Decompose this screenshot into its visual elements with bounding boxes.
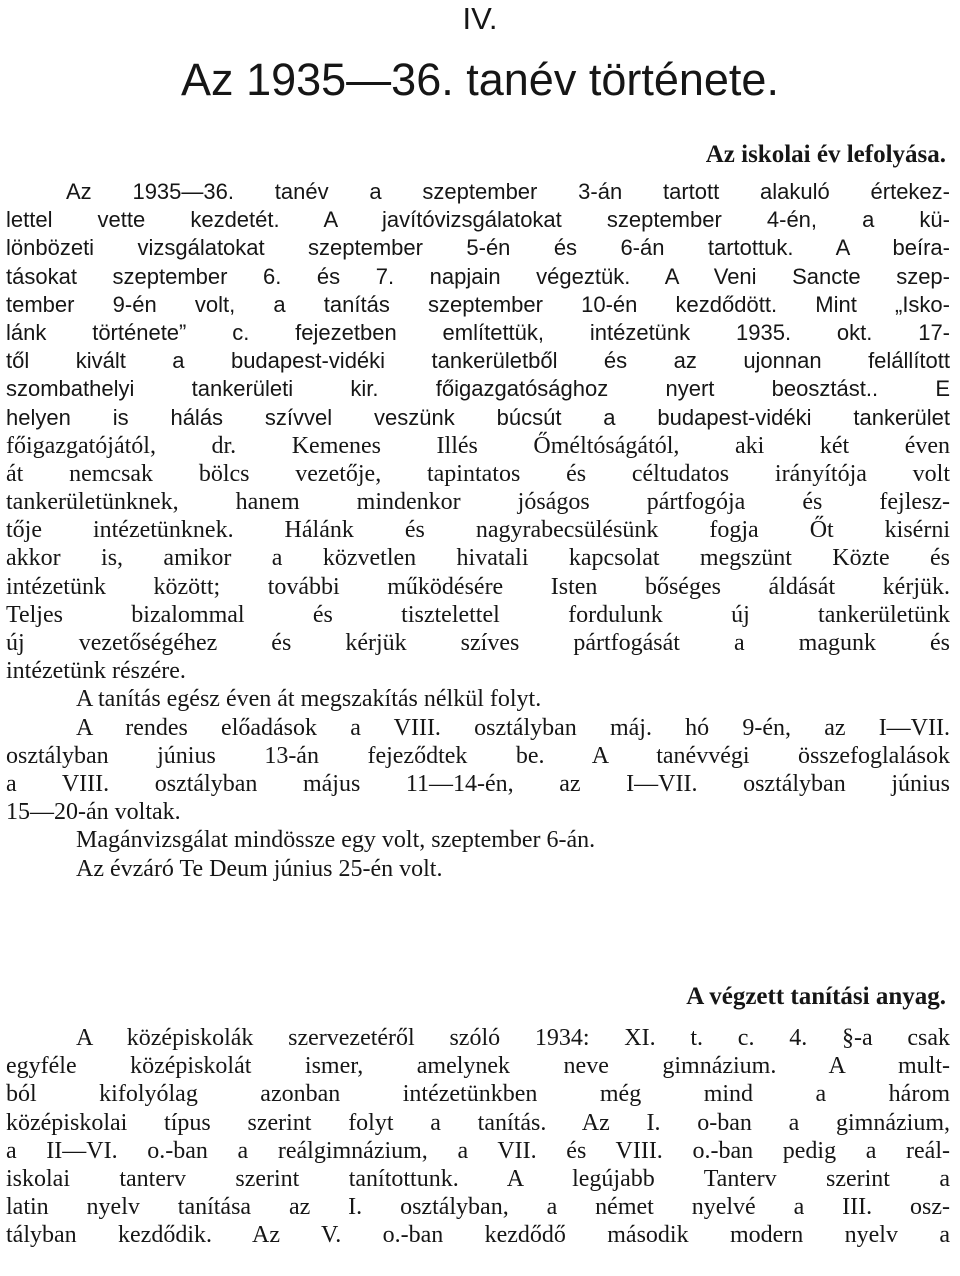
text-line: Az évzáró Te Deum június 25-én volt. bbox=[76, 855, 443, 882]
text-line: ból kifolyólag azonban intézetünkben még mind a három bbox=[6, 1081, 950, 1108]
text-line: től kivált a budapest-vidéki tankerületből és az ujonnan felállított bbox=[6, 348, 950, 374]
text-line: tankerületünknek, hanem mindenkor jóságos pártfogója és fejlesz- bbox=[6, 489, 950, 516]
chapter-number: IV. bbox=[462, 1, 498, 36]
section-body-curriculum bbox=[6, 1024, 950, 1250]
text-line: tásokat szeptember 6. és 7. napjain végeztük. A Veni Sancte szep- bbox=[6, 263, 950, 289]
text-line: intézetünk részére. bbox=[6, 658, 186, 685]
text-line: lánk története” c. fejezetben említettük, intézetünk 1935. okt. 17- bbox=[6, 319, 950, 345]
text-line: latin nyelv tanítása az I. osztályban, a német nyelvé a III. osz- bbox=[6, 1194, 950, 1221]
text-line: egyféle középiskolát ismer, amelynek neve gimnázium. A mult- bbox=[6, 1053, 950, 1080]
text-line: intézetünk között; további működésére Isten bőséges áldását kérjük. bbox=[6, 573, 950, 600]
text-line: lönbözeti vizsgálatokat szeptember 5-én és 6-án tartottuk. A beíra- bbox=[6, 235, 950, 261]
section-heading-school-year: Az iskolai év lefolyása. bbox=[705, 141, 946, 168]
chapter-title: Az 1935—36. tanév története. bbox=[181, 54, 779, 105]
text-line: a II—VI. o.-ban a reálgimnázium, a VII. és VIII. o.-ban pedig a reál- bbox=[6, 1137, 950, 1164]
text-line: A tanítás egész éven át megszakítás nélkül folyt. bbox=[76, 686, 542, 713]
text-line: Magánvizsgálat mindössze egy volt, szeptember 6-án. bbox=[76, 827, 596, 854]
text-line: Az 1935—36. tanév a szeptember 3-án tartott alakuló értekez- bbox=[66, 179, 950, 204]
text-line: A rendes előadások a VIII. osztályban máj. hó 9-én, az I—VII. bbox=[76, 714, 950, 741]
text-line: lettel vette kezdetét. A javítóvizsgálatokat szeptember 4-én, a kü- bbox=[6, 207, 950, 233]
text-line: Teljes bizalommal és tisztelettel fordulunk új tankerületünk bbox=[6, 601, 950, 628]
text-line: át nemcsak bölcs vezetője, tapintatos és céltudatos irányítója volt bbox=[6, 460, 950, 487]
text-line: tője intézetünknek. Hálánk és nagyrabecsülésünk fogja Őt kisérni bbox=[6, 517, 950, 544]
text-line: a VIII. osztályban május 11—14-én, az I—VII. osztályban június bbox=[6, 770, 950, 797]
text-line: új vezetőségéhez és kérjük szíves pártfogását a magunk és bbox=[6, 630, 950, 656]
text-line: szombathelyi tankerületi kir. főigazgatósághoz nyert beosztást.. E bbox=[6, 376, 950, 402]
text-line: tember 9-én volt, a tanítás szeptember 10-én kezdődött. Mint „Isko- bbox=[6, 291, 950, 317]
text-line: A középiskolák szervezetéről szóló 1934: XI. t. c. 4. §-a csak bbox=[76, 1025, 950, 1051]
text-line: akkor is, amikor a közvetlen hivatali kapcsolat megszünt Közte és bbox=[6, 545, 950, 572]
text-line: osztályban június 13-án fejeződtek be. A tanévvégi összefoglalások bbox=[6, 742, 950, 769]
text-line: főigazgatójától, dr. Kemenes Illés Őméltóságától, aki két éven bbox=[6, 432, 950, 459]
text-line: 15—20-án voltak. bbox=[6, 799, 181, 826]
text-line: tályban kezdődik. Az V. o.-ban kezdődő második modern nyelv a bbox=[6, 1222, 950, 1249]
section-heading-curriculum: A végzett tanítási anyag. bbox=[686, 983, 946, 1010]
text-line: iskolai tanterv szerint tanítottunk. A legújabb Tanterv szerint a bbox=[6, 1165, 950, 1192]
text-line: középiskolai típus szerint folyt a tanítás. Az I. o-ban a gimnázium, bbox=[6, 1109, 950, 1136]
section-body-school-year bbox=[6, 178, 950, 883]
text-line: helyen is hálás szívvel veszünk búcsút a budapest-vidéki tankerület bbox=[6, 404, 950, 430]
